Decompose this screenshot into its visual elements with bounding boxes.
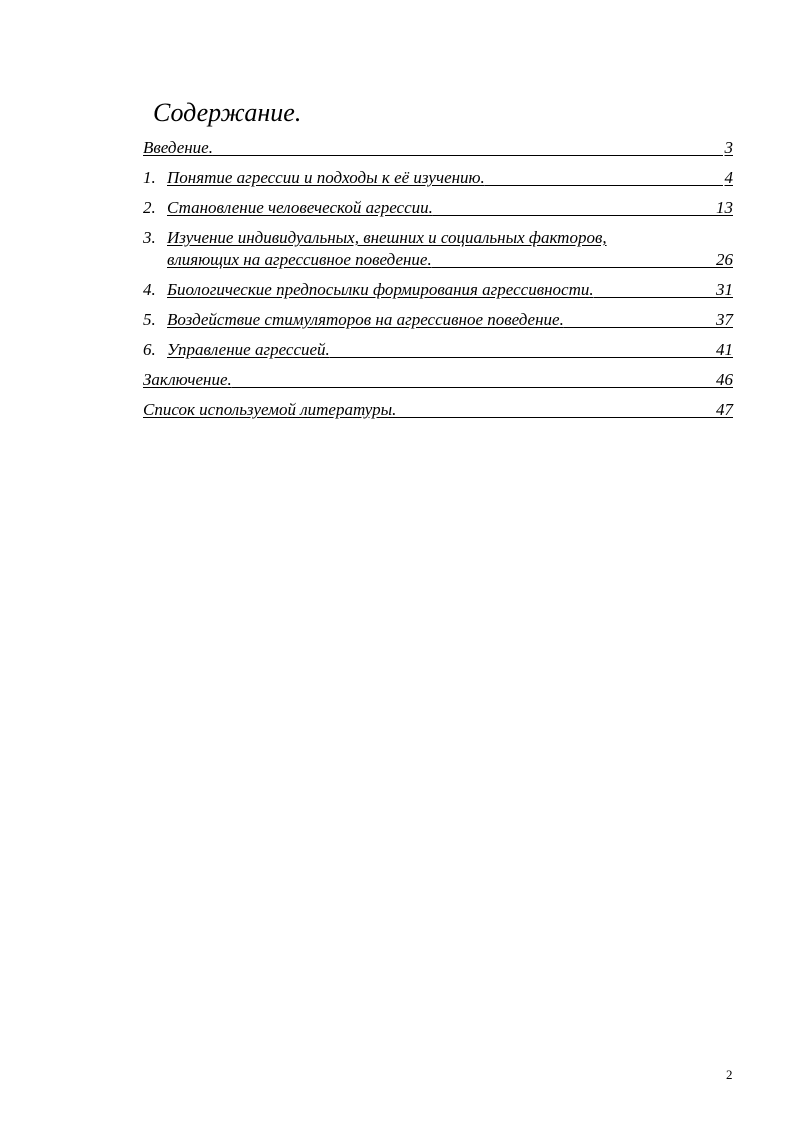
toc-entry-introduction[interactable] <box>143 137 733 159</box>
toc-entry-page[interactable]: 31 <box>716 280 733 299</box>
toc-entry-title[interactable]: Воздействие стимуляторов на агрессивное поведение. <box>167 310 564 329</box>
toc-entry-number: 2. <box>143 198 156 217</box>
toc-entry-title[interactable]: Биологические предпосылки формирования агрессивности. <box>167 280 594 299</box>
toc-entry-number: 6. <box>143 340 156 359</box>
toc-entry-number: 5. <box>143 310 156 329</box>
toc-leader-line <box>213 155 723 156</box>
toc-entry-page[interactable]: 3 <box>724 138 733 157</box>
toc-entry-page[interactable]: 13 <box>716 198 733 217</box>
toc-entry-title[interactable]: Изучение индивидуальных, внешних и социальных факторов, <box>167 228 607 247</box>
toc-leader-line <box>330 357 716 358</box>
toc-leader-line <box>396 417 716 418</box>
toc-leader-line <box>564 327 716 328</box>
toc-entry-number: 4. <box>143 280 156 299</box>
toc-entry-title[interactable]: Заключение. <box>143 370 232 389</box>
toc-entry-page[interactable]: 26 <box>716 250 733 269</box>
toc-entry-title-continued[interactable]: влияющих на агрессивное поведение. <box>167 250 432 269</box>
toc-leader-line <box>432 267 716 268</box>
toc-entry-2[interactable] <box>143 197 733 219</box>
toc-entry-number: 1. <box>143 168 156 187</box>
toc-entry-title[interactable]: Становление человеческой агрессии. <box>167 198 433 217</box>
toc-entry-6[interactable] <box>143 339 733 361</box>
toc-entry-title[interactable]: Введение. <box>143 138 213 157</box>
toc-entry-references[interactable] <box>143 399 733 421</box>
toc-entry-page[interactable]: 41 <box>716 340 733 359</box>
table-of-contents <box>143 137 733 429</box>
toc-leader-line <box>485 185 723 186</box>
toc-entry-title[interactable]: Понятие агрессии и подходы к её изучению. <box>167 168 485 187</box>
toc-entry-title[interactable]: Список используемой литературы. <box>143 400 397 419</box>
page-number: 2 <box>726 1067 733 1082</box>
toc-entry-conclusion[interactable] <box>143 369 733 391</box>
toc-entry-page[interactable]: 47 <box>716 400 733 419</box>
toc-leader-line <box>232 387 716 388</box>
toc-entry-page[interactable]: 37 <box>716 310 733 329</box>
toc-entry-page[interactable]: 4 <box>724 168 733 187</box>
toc-entry-3[interactable] <box>143 227 733 271</box>
toc-entry-number: 3. <box>143 228 156 247</box>
toc-entry-5[interactable] <box>143 309 733 331</box>
toc-leader-line <box>433 215 716 216</box>
toc-entry-1[interactable] <box>143 167 733 189</box>
toc-entry-4[interactable] <box>143 279 733 301</box>
toc-entry-page[interactable]: 46 <box>716 370 733 389</box>
toc-leader-line <box>594 297 716 298</box>
toc-title: Содержание. <box>153 98 302 127</box>
toc-entry-title[interactable]: Управление агрессией. <box>167 340 330 359</box>
